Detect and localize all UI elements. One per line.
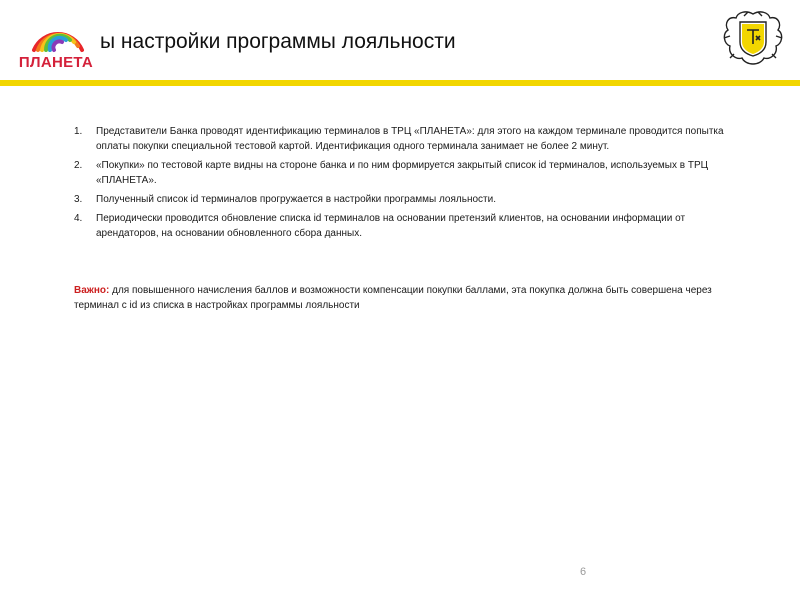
step-text: Представители Банка проводят идентификацию терминалов в ТРЦ «ПЛАНЕТА»: для этого на каждом терминале проводится попытка оплаты покупки специальной тестовой картой. Идентификация одного терминала занимает не более 2 минут. <box>96 126 724 152</box>
step-text: «Покупки» по тестовой карте видны на стороне банка и по ним формируется закрытый список id терминалов, используемых в ТРЦ «ПЛАНЕТА». <box>96 160 709 186</box>
important-label: Важно: <box>74 285 110 296</box>
page-number: 6 <box>580 566 587 578</box>
process-steps-list <box>74 124 746 245</box>
step-number: 4. <box>74 213 83 224</box>
step-text: Периодически проводится обновление списка id терминалов на основании претензий клиентов, на основании информации от арендаторов, на основании обновленного сбора данных. <box>96 213 686 239</box>
list-item <box>74 124 746 154</box>
slide-title: ы настройки программы лояльности <box>100 30 456 53</box>
list-item <box>74 192 746 207</box>
planeta-logo <box>14 10 98 72</box>
step-text: Полученный список id терминалов прогружается в настройки программы лояльности. <box>96 194 496 205</box>
tinkoff-crest-logo-icon <box>718 8 788 70</box>
step-number: 1. <box>74 126 83 137</box>
planeta-logo-text: ПЛАНЕТА <box>18 54 94 71</box>
step-number: 2. <box>74 160 83 171</box>
list-item <box>74 158 746 188</box>
list-item <box>74 211 746 241</box>
important-text: для повышенного начисления баллов и возможности компенсации покупки баллами, эта покупка должна быть совершена через терминал с id из списка в настройках программы лояльности <box>74 285 712 311</box>
planeta-rainbow-logo-icon <box>28 10 88 54</box>
title-divider <box>0 80 800 86</box>
tinkoff-logo <box>718 8 788 70</box>
important-note <box>74 283 746 313</box>
step-number: 3. <box>74 194 83 205</box>
